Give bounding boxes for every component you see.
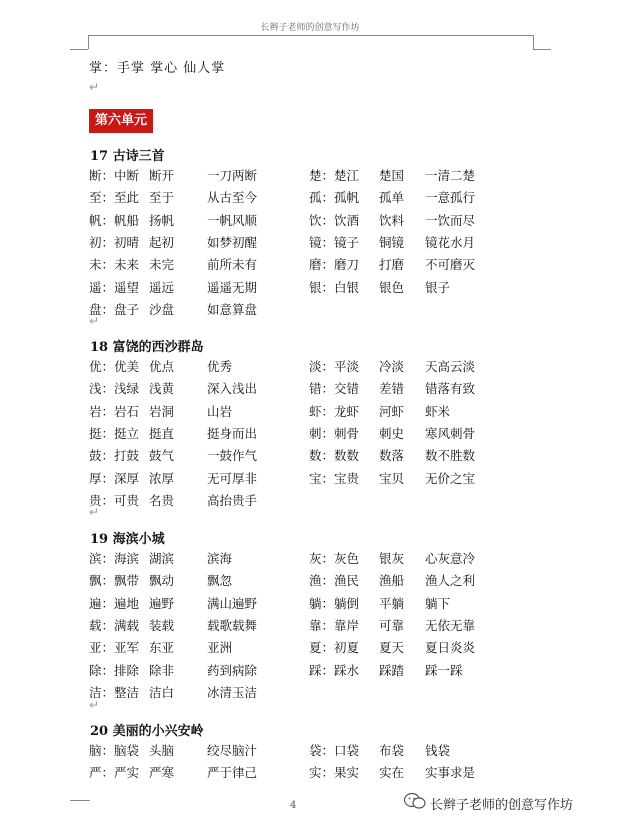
word-cell: 岩：岩石 — [89, 403, 140, 419]
word-cell: 至于 — [149, 190, 175, 206]
word-cell: 一意孤行 — [425, 190, 476, 206]
word-cell: 楚：楚江 — [309, 168, 360, 183]
word-cell: 渔：渔民 — [309, 573, 360, 589]
word-cell: 无可厚非 — [207, 470, 258, 486]
word-cell: 孤单 — [379, 190, 405, 206]
lesson-title: 17 古诗三首 — [90, 149, 165, 164]
word-row — [89, 491, 519, 513]
word-row — [89, 661, 519, 683]
word-cell: 孤：孤帆 — [309, 190, 360, 206]
word-row — [89, 379, 519, 401]
word-row — [89, 211, 519, 233]
word-cell: 洁白 — [149, 684, 175, 700]
word-row — [89, 233, 519, 255]
word-row — [89, 402, 519, 424]
word-cell: 可靠 — [379, 617, 405, 633]
word-cell: 宝：宝贵 — [309, 470, 360, 486]
paragraph-mark: ↵ — [89, 314, 100, 328]
word-cell: 冷淡 — [379, 359, 405, 374]
word-cell: 除：排除 — [89, 662, 140, 678]
corner-mark-right — [533, 35, 534, 49]
word-cell: 浓厚 — [149, 470, 175, 486]
word-cell: 名贵 — [149, 492, 175, 508]
word-cell: 不可磨灭 — [425, 257, 476, 273]
header-rule — [88, 35, 533, 36]
word-cell: 布袋 — [379, 743, 405, 758]
word-row — [89, 638, 519, 660]
word-cell: 帆：帆船 — [89, 212, 140, 228]
word-cell: 遥：遥望 — [89, 279, 140, 295]
word-cell: 遍：遍地 — [89, 595, 140, 611]
word-cell: 袋：口袋 — [309, 743, 360, 758]
word-cell: 躺下 — [425, 595, 451, 611]
word-cell: 渔人之利 — [425, 573, 476, 589]
word-cell: 磨：磨刀 — [309, 257, 360, 273]
word-cell: 前所未有 — [207, 257, 258, 273]
word-cell: 优：优美 — [89, 359, 140, 374]
word-cell: 一清二楚 — [425, 168, 476, 183]
word-cell: 渔船 — [379, 573, 405, 589]
word-cell: 银色 — [379, 279, 405, 295]
word-cell: 鼓：打鼓 — [89, 448, 140, 464]
word-row — [89, 763, 519, 785]
word-row — [89, 469, 519, 491]
word-cell: 差错 — [379, 381, 405, 397]
word-cell: 宝贝 — [379, 470, 405, 486]
word-cell: 数：数数 — [309, 448, 360, 464]
word-cell: 淡：平淡 — [309, 359, 360, 374]
word-cell: 寒风刺骨 — [425, 425, 476, 441]
word-cell: 夏日炎炎 — [425, 640, 476, 656]
word-cell: 实事求是 — [425, 765, 476, 781]
word-row — [89, 571, 519, 593]
paragraph-mark: ↵ — [89, 698, 100, 712]
word-cell: 断：中断 — [89, 168, 140, 183]
word-cell: 夏天 — [379, 640, 405, 656]
word-cell: 滨：海滨 — [89, 551, 140, 566]
word-row — [89, 424, 519, 446]
corner-mark-left-h — [70, 49, 88, 50]
word-cell: 天高云淡 — [425, 359, 476, 374]
word-cell: 深入浅出 — [207, 381, 258, 397]
word-cell: 灰：灰色 — [309, 551, 360, 566]
word-cell: 踩一踩 — [425, 662, 463, 678]
word-row — [89, 278, 519, 300]
lesson-title: 20 美丽的小兴安岭 — [90, 724, 204, 739]
word-cell: 遍野 — [149, 595, 175, 611]
word-cell: 遥遥无期 — [207, 279, 258, 295]
word-cell: 镜花水月 — [425, 234, 476, 250]
word-cell: 河虾 — [379, 403, 405, 419]
word-row — [89, 446, 519, 468]
word-cell: 初：初晴 — [89, 234, 140, 250]
word-row — [89, 188, 519, 210]
word-cell: 滨海 — [207, 551, 233, 566]
word-row — [89, 255, 519, 277]
word-cell: 挺直 — [149, 425, 175, 441]
word-cell: 楚国 — [379, 168, 405, 183]
word-cell: 一刀两断 — [207, 168, 258, 183]
word-cell: 优点 — [149, 359, 175, 374]
word-cell: 盘：盘子 — [89, 301, 140, 317]
word-cell: 浅黄 — [149, 381, 175, 397]
word-cell: 银：白银 — [309, 279, 360, 295]
wechat-icon — [404, 792, 426, 810]
word-cell: 平躺 — [379, 595, 405, 611]
word-cell: 载歌载舞 — [207, 617, 258, 633]
word-cell: 如意算盘 — [207, 301, 258, 317]
word-cell: 亚：亚军 — [89, 640, 140, 656]
word-cell: 数落 — [379, 448, 405, 464]
word-row — [89, 683, 519, 705]
word-cell: 满山遍野 — [207, 595, 258, 611]
lesson-title: 19 海滨小城 — [90, 532, 165, 547]
word-cell: 冰清玉洁 — [207, 684, 258, 700]
word-cell: 扬帆 — [149, 212, 175, 228]
word-cell: 山岩 — [207, 403, 233, 419]
word-cell: 挺：挺立 — [89, 425, 140, 441]
word-row — [89, 741, 519, 763]
paragraph-mark: ↵ — [89, 505, 100, 519]
lesson-title: 18 富饶的西沙群岛 — [90, 340, 204, 355]
intro-line: 掌：手掌 掌心 仙人掌 — [89, 61, 226, 76]
word-cell: 断开 — [149, 168, 175, 183]
word-cell: 靠：靠岸 — [309, 617, 360, 633]
word-cell: 铜镜 — [379, 234, 405, 250]
paragraph-mark: ↵ — [89, 80, 100, 94]
word-cell: 无价之宝 — [425, 470, 476, 486]
word-cell: 实：果实 — [309, 765, 360, 781]
word-cell: 除非 — [149, 662, 175, 678]
word-cell: 刺：刺骨 — [309, 425, 360, 441]
word-cell: 严：严实 — [89, 765, 140, 781]
word-row — [89, 616, 519, 638]
word-cell: 镜：镜子 — [309, 234, 360, 250]
page-header-title: 长辫子老师的创意写作坊 — [260, 23, 360, 33]
word-cell: 飘：飘带 — [89, 573, 140, 589]
word-cell: 一饮而尽 — [425, 212, 476, 228]
word-cell: 错落有致 — [425, 381, 476, 397]
word-cell: 一鼓作气 — [207, 448, 258, 464]
word-row — [89, 357, 519, 379]
word-cell: 未：未来 — [89, 257, 140, 273]
word-cell: 未完 — [149, 257, 175, 273]
word-cell: 夏：初夏 — [309, 640, 360, 656]
word-cell: 无依无靠 — [425, 617, 476, 633]
word-cell: 亚洲 — [207, 640, 233, 656]
word-cell: 贵：可贵 — [89, 492, 140, 508]
word-row — [89, 300, 519, 322]
word-cell: 飘动 — [149, 573, 175, 589]
word-cell: 躺：躺倒 — [309, 595, 360, 611]
word-cell: 实在 — [379, 765, 405, 781]
word-cell: 药到病除 — [207, 662, 258, 678]
word-cell: 踩：踩水 — [309, 662, 360, 678]
brand-name: 长辫子老师的创意写作坊 — [430, 798, 574, 813]
word-cell: 东亚 — [149, 640, 175, 656]
word-cell: 湖滨 — [149, 551, 175, 566]
word-cell: 心灰意冷 — [425, 551, 476, 566]
word-row — [89, 549, 519, 571]
word-cell: 至：至此 — [89, 190, 140, 206]
word-cell: 飘忽 — [207, 573, 233, 589]
word-cell: 饮料 — [379, 212, 405, 228]
word-cell: 浅：浅绿 — [89, 381, 140, 397]
word-cell: 银灰 — [379, 551, 405, 566]
word-cell: 数不胜数 — [425, 448, 476, 464]
unit-label: 第六单元 — [89, 109, 153, 133]
word-cell: 洁：整洁 — [89, 684, 140, 700]
word-cell: 遥远 — [149, 279, 175, 295]
word-row — [89, 594, 519, 616]
word-cell: 银子 — [425, 279, 451, 295]
word-cell: 踩踏 — [379, 662, 405, 678]
page-number: 4 — [290, 800, 297, 811]
word-cell: 严于律己 — [207, 765, 258, 781]
word-cell: 钱袋 — [425, 743, 451, 758]
word-cell: 岩洞 — [149, 403, 175, 419]
word-cell: 装载 — [149, 617, 175, 633]
word-cell: 挺身而出 — [207, 425, 258, 441]
word-cell: 一帆风顺 — [207, 212, 258, 228]
footer-corner-left — [70, 800, 90, 801]
word-cell: 如梦初醒 — [207, 234, 258, 250]
corner-mark-left — [88, 35, 89, 49]
word-cell: 从古至今 — [207, 190, 258, 206]
word-row — [89, 166, 519, 188]
word-cell: 高抬贵手 — [207, 492, 258, 508]
word-cell: 虾：龙虾 — [309, 403, 360, 419]
corner-mark-right-h — [533, 49, 551, 50]
word-cell: 严寒 — [149, 765, 175, 781]
word-cell: 打磨 — [379, 257, 405, 273]
word-cell: 厚：深厚 — [89, 470, 140, 486]
word-cell: 脑：脑袋 — [89, 743, 140, 758]
word-cell: 头脑 — [149, 743, 175, 758]
word-cell: 鼓气 — [149, 448, 175, 464]
word-cell: 虾米 — [425, 403, 451, 419]
word-cell: 绞尽脑汁 — [207, 743, 258, 758]
word-cell: 错：交错 — [309, 381, 360, 397]
word-cell: 沙盘 — [149, 301, 175, 317]
word-cell: 起初 — [149, 234, 175, 250]
word-cell: 刺史 — [379, 425, 405, 441]
word-cell: 载：满载 — [89, 617, 140, 633]
word-cell: 饮：饮酒 — [309, 212, 360, 228]
word-cell: 优秀 — [207, 359, 233, 374]
